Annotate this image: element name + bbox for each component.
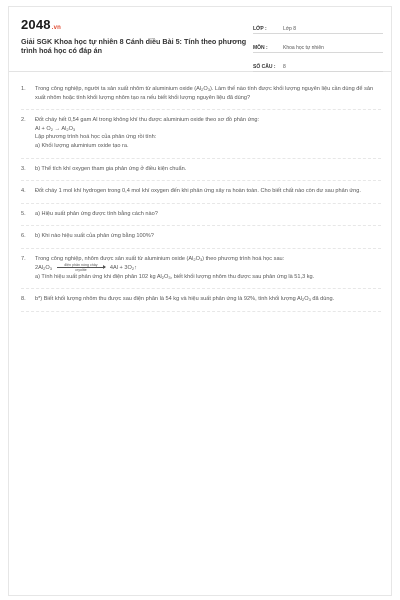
meta-row-subject	[253, 38, 383, 53]
question-number: 5.	[21, 210, 26, 217]
site-logo[interactable]: 2048.vn	[21, 17, 62, 32]
question-text: b*) Biết khối lượng nhôm thu được sau điện phân là 54 kg và hiệu suất phản ứng là 92%, tính khối lượng $Al_2O_3$ đã dùng.	[35, 296, 335, 303]
meta-key: SỐ CÂU :	[253, 64, 276, 70]
question-text: b) Khi nào hiệu suất của phản ứng bằng 100%?	[35, 233, 154, 240]
question-text: b) Thể tích khí oxygen tham gia phản ứng ở điều kiện chuẩn.	[35, 165, 187, 172]
meta-value: 8	[283, 64, 286, 70]
meta-row-class	[253, 19, 383, 34]
meta-value: Lớp 8	[283, 26, 297, 32]
question-text: Đốt cháy hết 0,54 gam Al trong không khí thu được aluminium oxide theo sơ đồ phản ứng:	[35, 117, 260, 124]
question-item	[21, 232, 381, 241]
question-item	[21, 255, 381, 281]
question-item	[21, 210, 381, 219]
document-header	[9, 7, 391, 72]
question-number: 8.	[21, 296, 26, 303]
arrow-condition-top: điện phân nóng chảy	[64, 262, 98, 267]
divider	[21, 287, 381, 289]
question-list	[21, 85, 381, 318]
reaction-arrow	[57, 263, 105, 272]
question-text: a) Tính hiệu suất phản ứng khi điện phân 102 kg $Al_2O_3$, biết khối lượng nhôm thu được sau phản ứng là 51,3 kg.	[35, 273, 315, 280]
question-number: 7.	[21, 255, 26, 262]
question-item	[21, 187, 381, 196]
meta-row-count	[253, 57, 383, 72]
question-text: Lập phương trình hoá học của phản ứng rồi tính:	[35, 134, 157, 141]
question-item	[21, 165, 381, 174]
question-number: 1.	[21, 86, 26, 92]
question-number: 3.	[21, 165, 26, 172]
meta-info	[253, 19, 383, 76]
divider	[21, 179, 381, 181]
divider	[21, 108, 381, 110]
arrow-condition-bottom: cryolite	[75, 267, 87, 272]
document-title: Giải SGK Khoa học tự nhiên 8 Cánh diều Bài 5: Tính theo phương trình hoá học có đáp án	[21, 37, 247, 55]
question-number: 4.	[21, 188, 26, 195]
reaction-scheme: $Al + O_2 \to Al_2O_3$	[35, 125, 76, 132]
meta-key: MÔN :	[253, 45, 268, 51]
question-item	[21, 116, 381, 150]
meta-key: LỚP :	[253, 26, 267, 32]
question-text: Trong công nghiệp, người ta sản xuất nhôm từ aluminium oxide $(Al_2O_3)$. Làm thế nào tính được khối lượng nguyên liệu cần dùng để sản xuất nhôm hoặc tính khối lượng nhôm tạo ra nếu biết khối lượng nguyên liệu đã dùng?	[35, 86, 374, 101]
divider	[21, 224, 381, 226]
question-number: 6.	[21, 233, 26, 240]
divider	[21, 247, 381, 249]
divider	[21, 157, 381, 159]
chemical-equation: $2Al_2O_3$ điện phân nóng chảy cryolite $4Al + 3O_2↑$	[35, 262, 137, 272]
document-page	[8, 6, 392, 596]
question-text: Đốt cháy 1 mol khí hydrogen trong 0,4 mol khí oxygen đến khi phản ứng xảy ra hoàn toàn. Cho biết chất nào còn dư sau phản ứng.	[35, 188, 361, 195]
divider	[21, 310, 381, 312]
divider	[21, 202, 381, 204]
question-number: 2.	[21, 117, 26, 124]
question-text: a) Hiệu suất phản ứng được tính bằng cách nào?	[35, 210, 158, 217]
question-item	[21, 295, 381, 304]
question-text: Trong công nghiệp, nhôm được sản xuất từ aluminium oxide $(Al_2O_3)$ theo phương trình hoá học sau:	[35, 255, 285, 262]
question-item	[21, 85, 381, 102]
meta-value: Khoa học tự nhiên	[283, 45, 324, 51]
question-text: a) Khối lượng aluminium oxide tạo ra.	[35, 142, 129, 149]
